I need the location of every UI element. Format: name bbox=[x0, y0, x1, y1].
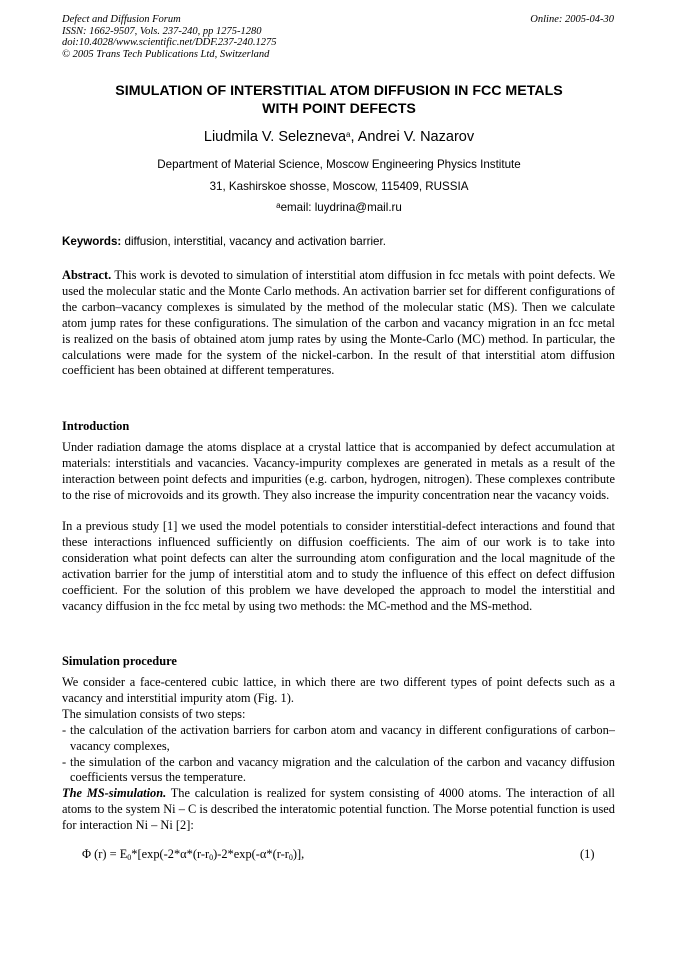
author-2: Andrei V. Nazarov bbox=[357, 129, 475, 145]
ms-simulation-text: The calculation is realized for system consisting of 4000 atoms. The interaction of all atoms to the system Ni – C is described the interatomic potential function. The Morse potential function is used for interaction Ni – Ni [2]: bbox=[62, 786, 616, 833]
equation-part: )], bbox=[292, 847, 305, 861]
introduction-heading: Introduction bbox=[62, 419, 130, 433]
ms-simulation-label: The MS-simulation. bbox=[62, 786, 167, 801]
abstract-text: This work is devoted to simulation of interstitial atom diffusion in fcc metals with point defects. We used the molecular static and the Monte Carlo methods. An activation barrier set for different configurations of the carbon–vacancy complexes is simulated by the method of the molecular static (MS). Then we calculate atom jump rates for these configurations. The simulation of the carbon and vacancy migration in an fcc metal is realized on the basis of obtained atom jump rates by using the Monte-Carlo (MC) method. In particular, the calculations were made for the system of the nickel-carbon. In the result of that interstitial atom diffusion coefficient has been obtained at different temperatures. bbox=[62, 268, 615, 378]
equation-subscript: 0 bbox=[209, 853, 214, 862]
simulation-step-2: - the simulation of the carbon and vacancy migration and the calculation of the carbon and vacancy diffusion coefficients versus the temperature. bbox=[62, 754, 615, 785]
author-1: Liudmila V. Selezneva bbox=[203, 129, 347, 145]
author-1-affiliation-mark: a bbox=[346, 130, 351, 139]
doi: doi:10.4028/www.scientific.net/DDF.237-240.1275 bbox=[62, 37, 277, 48]
abstract-label: Abstract. bbox=[62, 268, 112, 282]
email-text: email: luydrina@mail.ru bbox=[280, 201, 402, 214]
equation-subscript: 0 bbox=[288, 853, 293, 862]
simulation-paragraph-2: The simulation consists of two steps: bbox=[62, 706, 246, 721]
email-mark: a bbox=[276, 201, 281, 210]
journal-name: Defect and Diffusion Forum bbox=[62, 14, 181, 25]
simulation-paragraph-1: We consider a face-centered cubic lattice, in which there are two different types of point defects such as a vacancy and interstitial impurity atom (Fig. 1). bbox=[62, 675, 615, 705]
keywords-text: diffusion, interstitial, vacancy and activation barrier. bbox=[121, 235, 386, 248]
copyright: © 2005 Trans Tech Publications Ltd, Switzerland bbox=[62, 48, 270, 60]
affiliation-email bbox=[60, 201, 618, 215]
ms-simulation-paragraph bbox=[62, 786, 615, 834]
equation-1 bbox=[82, 847, 304, 863]
keywords-label: Keywords: bbox=[62, 235, 122, 248]
affiliation-address: 31, Kashirskoe shosse, Moscow, 115409, RUSSIA bbox=[209, 180, 469, 193]
paper-title bbox=[60, 82, 618, 118]
journal-header bbox=[62, 14, 277, 60]
introduction-paragraph-1: Under radiation damage the atoms displace at a crystal lattice that is accompanied by defect accumulation at materials: interstitials and vacancies. Vacancy-impurity complexes are generated in metals as a result of the interaction between point defects and impurities (e.g. carbon, hydrogen, nitrogen). These complexes contribute to the rise of microvoids and its growth. They also increase the impurity concentration near the vacancy voids. bbox=[62, 440, 615, 502]
simulation-block bbox=[62, 675, 615, 834]
equation-part: *[exp(-2*α*(r-r bbox=[131, 847, 210, 861]
title-line-1: SIMULATION OF INTERSTITIAL ATOM DIFFUSION IN FCC METALS bbox=[115, 83, 563, 99]
simulation-heading: Simulation procedure bbox=[62, 654, 177, 668]
equation-number: (1) bbox=[580, 847, 595, 861]
keywords bbox=[62, 235, 386, 249]
affiliation-department: Department of Material Science, Moscow Engineering Physics Institute bbox=[157, 158, 521, 171]
abstract bbox=[62, 268, 615, 379]
title-line-2: WITH POINT DEFECTS bbox=[262, 101, 416, 117]
issn: ISSN: 1662-9507, Vols. 237-240, pp 1275-1280 bbox=[62, 25, 262, 37]
equation-lhs: Φ (r) = E bbox=[82, 847, 128, 861]
online-date: Online: 2005-04-30 bbox=[530, 14, 614, 25]
simulation-step-1: - the calculation of the activation barriers for carbon atom and vacancy in different configurations of carbon–vacancy complexes, bbox=[62, 722, 615, 753]
equation-part: )-2*exp(-α*(r-r bbox=[213, 847, 289, 861]
equation-subscript: 0 bbox=[127, 853, 132, 862]
author-separator: , bbox=[350, 129, 358, 145]
introduction-paragraph-2: In a previous study [1] we used the model potentials to consider interstitial-defect interactions and found that these interactions influenced sufficiently on diffusion coefficients. The aim of our work is to take into consideration what point defects can alter the surrounding atom configuration and the local magnitude of the activation barrier for the jump of interstitial atom and to study the influence of this effect on defect diffusion coefficient. For the solution of this problem we have developed the approach to model the interstitial and vacancy diffusion in the fcc metal by using two methods: the MC-method and the MS-method. bbox=[62, 519, 615, 613]
authors bbox=[60, 128, 618, 146]
